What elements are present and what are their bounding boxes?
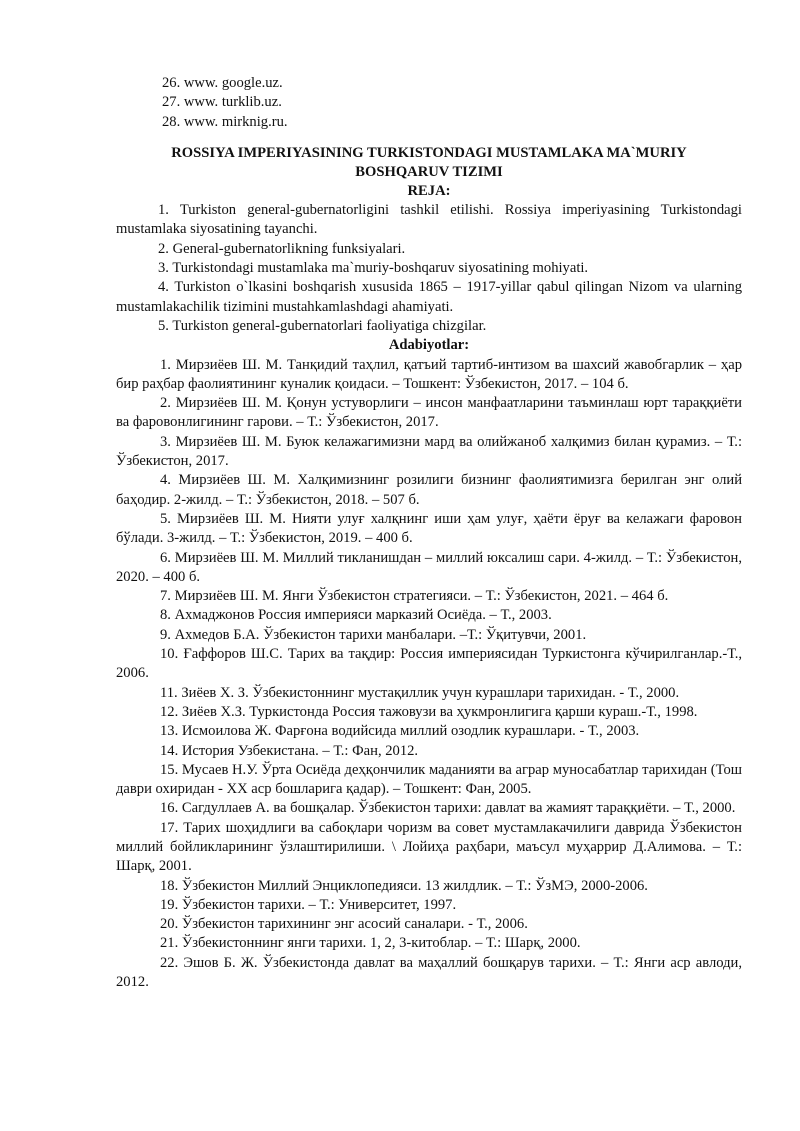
literature-item: 7. Мирзиёев Ш. М. Янги Ўзбекистон стратегияси. – Т.: Ўзбекистон, 2021. – 464 б.	[160, 588, 669, 605]
literature-item: 8. Ахмаджонов Россия империяси марказий Осиёда. – Т., 2003.	[160, 607, 552, 624]
literature-item: 15. Мусаев Н.У. Ўрта Осиёда деҳқончилик маданияти ва аграр муносабатлар тарихидан (Тош даври охиридан - XX аср бошларига қадар). – Тошкент: Фан, 2005.	[116, 761, 742, 798]
plan-list	[116, 201, 742, 336]
literature-item: 13. Исмоилова Ж. Фарғона водийсида миллий озодлик курашлари. - Т., 2003.	[160, 723, 640, 740]
literature-item: 14. История Узбекистана. – Т.: Фан, 2012.	[160, 742, 419, 759]
literature-item: 22. Эшов Б. Ж. Ўзбекистонда давлат ва маҳаллий бошқарув тарихи. – Т.: Янги аср авлоди, 2012.	[116, 954, 742, 991]
literature-item: 5. Мирзиёев Ш. М. Нияти улуғ халқнинг иши ҳам улуғ, ҳаёти ёруғ ва келажаги фаровон бўлади. 3-жилд. – Т.: Ўзбекистон, 2019. – 400 б.	[116, 510, 742, 547]
literature-item: 12. Зиёев Х.З. Туркистонда Россия тажовузи ва ҳукмронлигига қарши кураш.-Т., 1998.	[160, 703, 698, 720]
list-item: 26. www. google.uz.	[162, 75, 283, 91]
literature-item: 21. Ўзбекистоннинг янги тарихи. 1, 2, 3-китоблар. – Т.: Шарқ, 2000.	[160, 935, 581, 952]
list-item: 28. www. mirknig.ru.	[162, 113, 288, 130]
page-title: ROSSIYA IMPERIYASINING TURKISTONDAGI MUSTAMLAKA MA`MURIY BOSHQARUV TIZIMI	[171, 144, 687, 180]
literature-item: 11. Зиёев Х. З. Ўзбекистоннинг мустақиллик учун курашлари тарихидан. - Т., 2000.	[160, 684, 680, 701]
literature-item: 9. Ахмедов Б.А. Ўзбекистон тарихи манбалари. –Т.: Ўқитувчи, 2001.	[160, 626, 587, 643]
literature-item: 18. Ўзбекистон Миллий Энциклопедияси. 13 жилдлик. – Т.: ЎзМЭ, 2000-2006.	[160, 877, 648, 894]
literature-list	[116, 356, 742, 993]
literature-item: 6. Мирзиёев Ш. М. Миллий тикланишдан – миллий юксалиш сари. 4-жилд. – Т.: Ўзбекистон, 2020. – 400 б.	[116, 549, 742, 585]
literature-item: 17. Тарих шоҳидлиги ва сабоқлари чоризм ва совет мустамлакачилиги даврида Ўзбекистон миллий бойликларининг ўзлаштирилиши. \ Лойиҳа раҳбари, маъсул муҳаррир Д.Алимова. – Т.: Шарқ, 2001.	[116, 819, 742, 875]
plan-item: 5. Turkiston general-gubernatorlari faoliyatiga chizgilar.	[158, 317, 487, 334]
plan-heading: REJA:	[407, 182, 451, 199]
document-body	[116, 74, 742, 992]
plan-item: 1. Turkiston general-gubernatorligini tashkil etilishi. Rossiya imperiyasining Turkistondagi mustamlaka siyosatining tayanchi.	[116, 202, 742, 238]
literature-heading: Adabiyotlar:	[388, 337, 470, 354]
literature-item: 1. Мирзиёев Ш. М. Танқидий таҳлил, қатъий тартиб-интизом ва шахсий жавобгарлик – ҳар бир раҳбар фаолиятининг куналик қоидаси. – Тошкент: Ўзбекистон, 2017. – 104 б.	[116, 356, 742, 392]
literature-item: 3. Мирзиёев Ш. М. Буюк келажагимизни мард ва олийжаноб халқимиз билан қурамиз. – Т.: Ўзбекистон, 2017.	[116, 433, 742, 470]
literature-item: 16. Сагдуллаев А. ва бошқалар. Ўзбекистон тарихи: давлат ва жамият тараққиёти. – Т., 2000.	[160, 800, 736, 817]
literature-item: 19. Ўзбекистон тарихи. – Т.: Университет, 1997.	[160, 896, 457, 913]
literature-item: 20. Ўзбекистон тарихининг энг асосий саналари. - Т., 2006.	[160, 916, 528, 933]
web-resources-list	[116, 74, 742, 132]
literature-item: 10. Ғаффоров Ш.С. Тарих ва тақдир: Россия империясидан Туркистонга кўчирилганлар.-Т., 2006.	[116, 646, 742, 682]
plan-item: 3. Turkistondagi mustamlaka ma`muriy-boshqaruv siyosatining mohiyati.	[158, 260, 589, 277]
plan-item: 4. Turkiston o`lkasini boshqarish xususida 1865 – 1917-yillar qabul qilingan Nizom va ularning mustamlakachilik tizimini mustahkamlashdagi ahamiyati.	[116, 279, 742, 315]
list-item: 27. www. turklib.uz.	[162, 94, 282, 111]
literature-item: 2. Мирзиёев Ш. М. Қонун устуворлиги – инсон манфаатларини таъминлаш юрт тараққиёти ва фаровонлигининг гарови. – Т.: Ўзбекистон, 2017.	[116, 395, 742, 431]
literature-item: 4. Мирзиёев Ш. М. Халқимизнинг розилиги бизнинг фаолиятимизга берилган энг олий баҳодир. 2-жилд. – Т.: Ўзбекистон, 2018. – 507 б.	[116, 472, 742, 508]
plan-item: 2. General-gubernatorlikning funksiyalari.	[158, 240, 406, 257]
